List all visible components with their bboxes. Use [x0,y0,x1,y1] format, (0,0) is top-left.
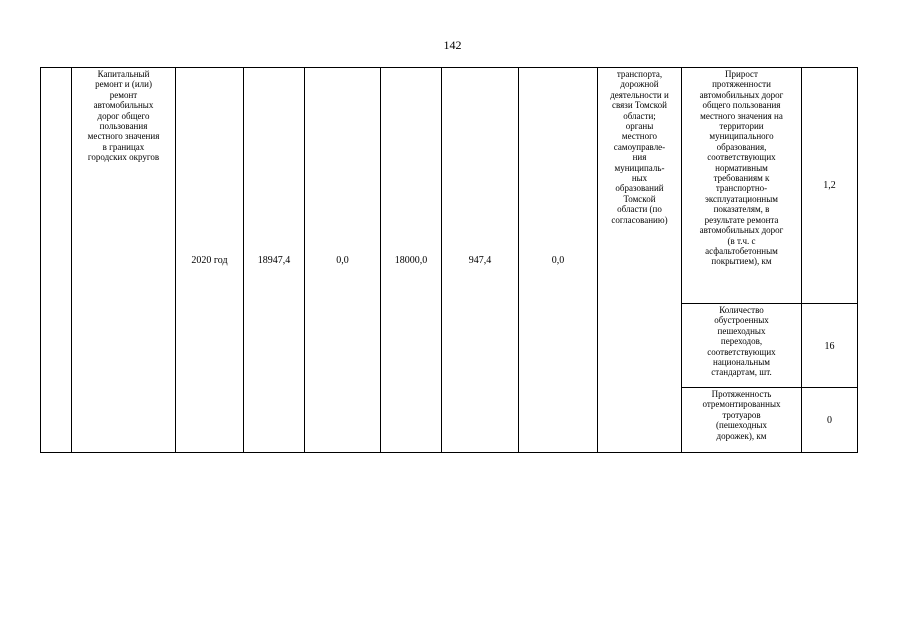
indicator-value-2: 16 [824,341,835,352]
col-border [801,67,802,453]
col-border [857,67,858,453]
federal-budget-cell: 0,0 [336,255,349,266]
table-bottom-border [40,452,858,453]
indicator-value-3: 0 [827,415,832,426]
indicator-name-1: Прирост протяженности автомобильных дорог общего пользования местного значения на территории муниципального образования, соответствующих нормативным требованиям к транспортно- эксплуатационным показателям, в результате ремонта автомобильных дорог (в т.ч. с асфальтобетонным покрытием), км [699,69,784,267]
indicator-divider-2 [681,387,858,388]
col-border [40,67,41,453]
table-top-border [40,67,858,68]
executor-cell: транспорта, дорожной деятельности и связи Томской области; органы местного самоуправле- ния муниципаль- ных образований Томской области (по согласованию) [610,69,669,225]
indicator-name-3: Протяженность отремонтированных тротуаров (пешеходных дорожек), км [702,389,781,441]
local-budget-cell: 947,4 [468,255,492,266]
year-cell: 2020 год [191,255,228,266]
page-number: 142 [443,38,462,52]
indicator-value-1: 1,2 [823,180,836,191]
other-sources-cell: 0,0 [551,255,565,266]
activity-name-cell: Капитальный ремонт и (или) ремонт автомобильных дорог общего пользования местного значения в границах городских округов [87,69,160,163]
regional-budget-cell: 18000,0 [394,255,428,266]
indicator-name-2: Количество обустроенных пешеходных переходов, соответствующих национальным стандартам, шт. [707,305,776,378]
total-cell: 18947,4 [257,255,291,266]
indicator-divider-1 [681,303,858,304]
